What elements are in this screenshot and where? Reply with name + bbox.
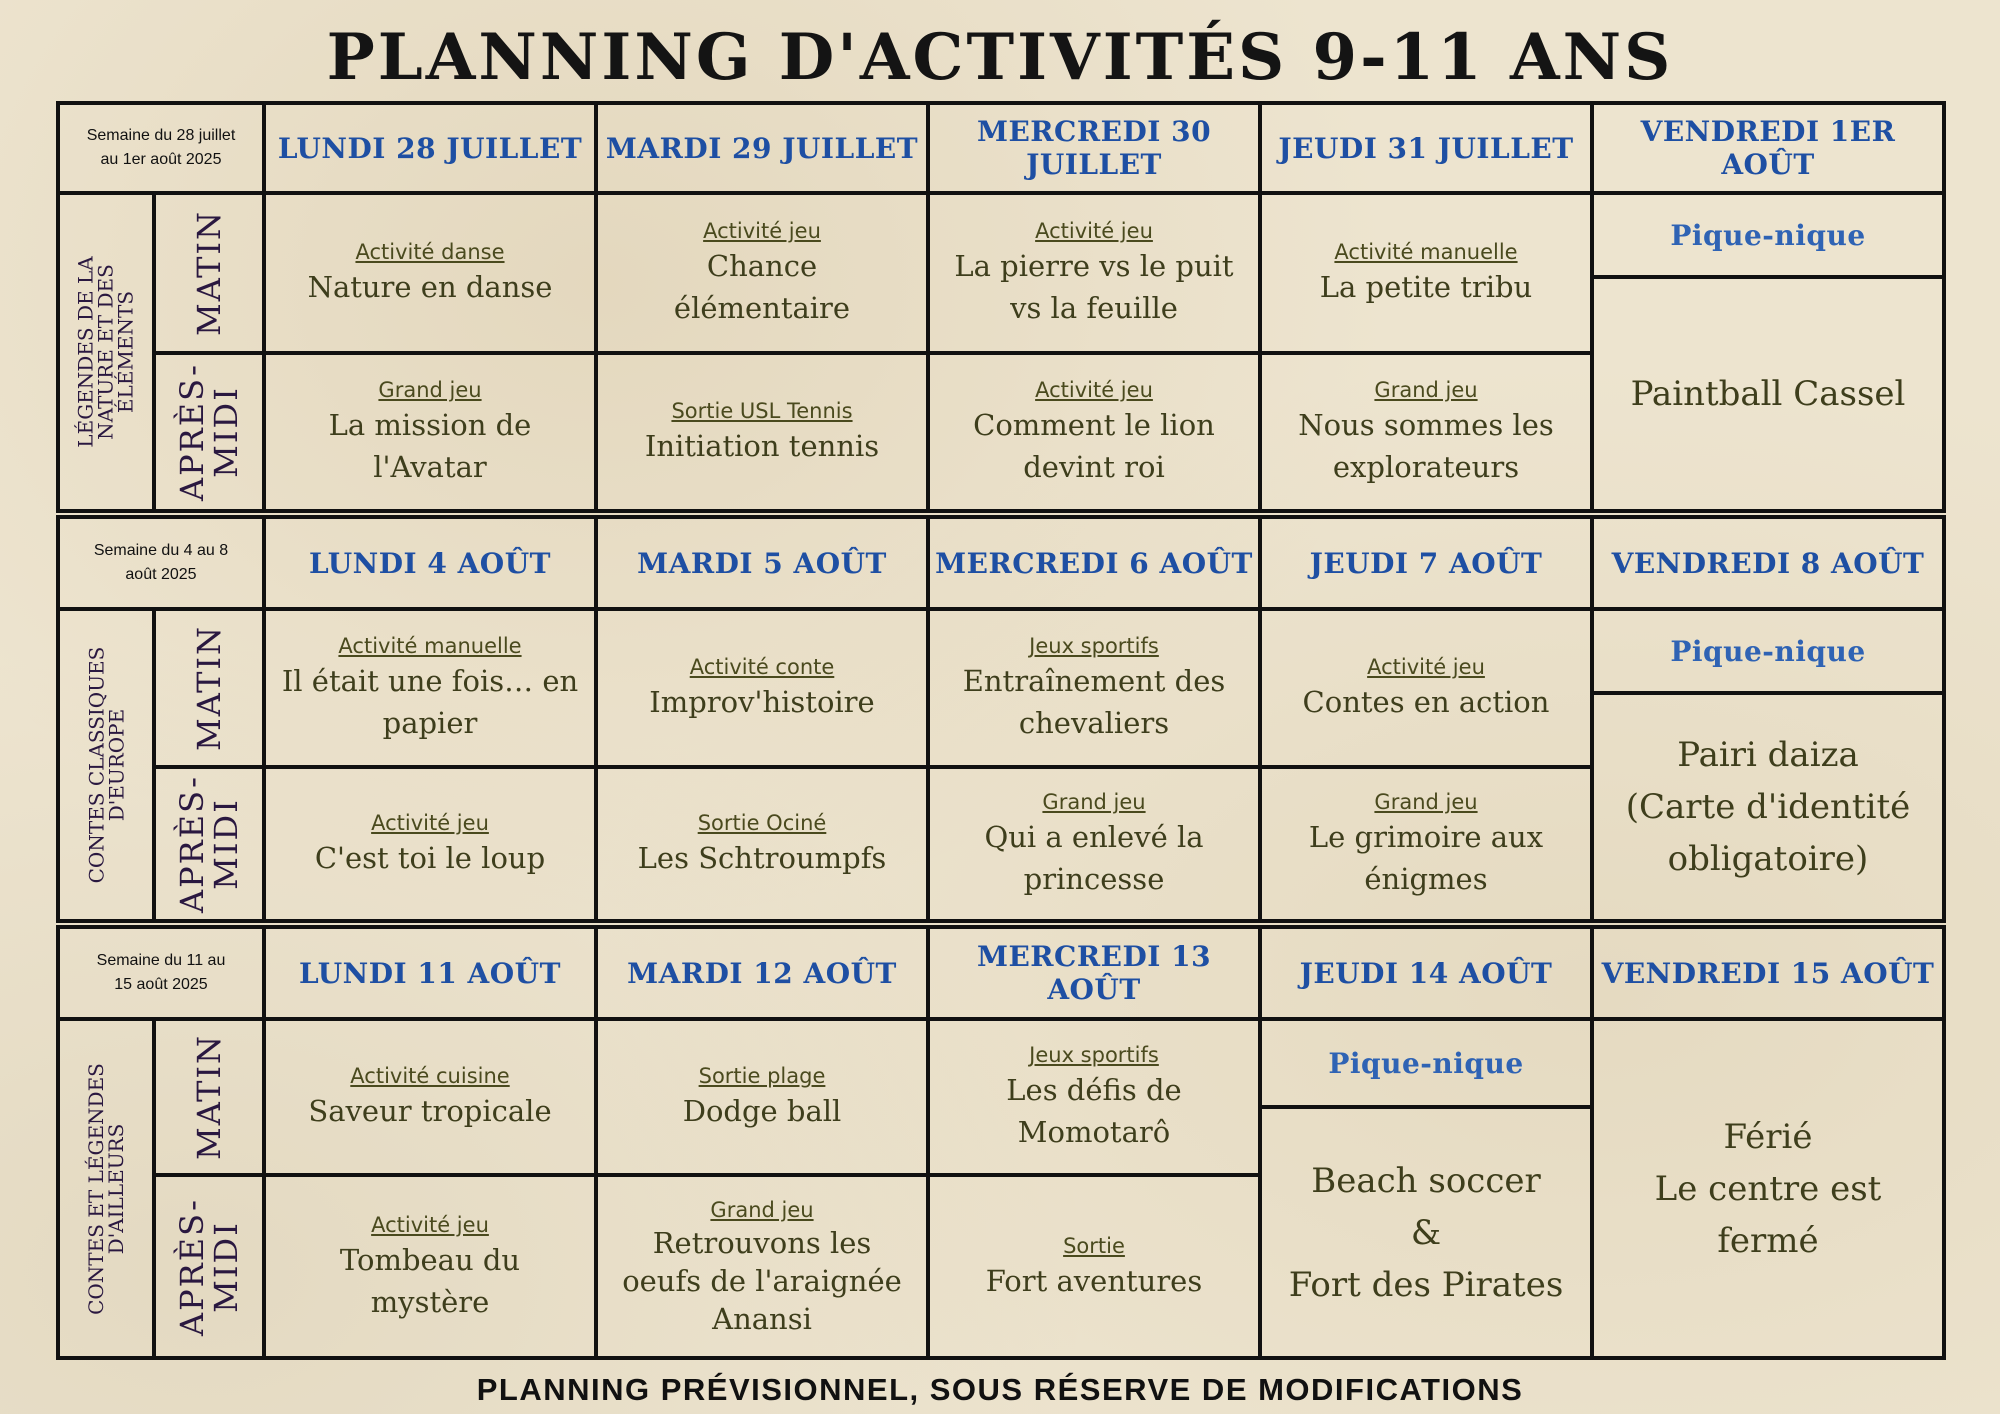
activity-cell	[1258, 765, 1594, 923]
day-header	[594, 925, 930, 1021]
activity-cell	[594, 191, 930, 355]
day-header	[262, 925, 598, 1021]
outing-cell	[1258, 1105, 1594, 1360]
week-label-line: Semaine du 11 au	[96, 952, 226, 969]
day-label: LUNDI 11 AOÛT	[299, 956, 561, 990]
period-label: MIDI	[207, 798, 245, 890]
day-label: VENDREDI 8 AOÛT	[1611, 546, 1925, 580]
activity-category: Activité jeu	[1035, 219, 1153, 243]
picnic-label: Pique-nique	[1670, 218, 1866, 252]
picnic-cell	[1590, 191, 1946, 279]
period-matin	[152, 1017, 266, 1177]
period-label: APRÈS-	[173, 1197, 211, 1336]
week-label-line: Semaine du 4 au 8	[93, 542, 229, 559]
period-apres-midi	[152, 351, 266, 513]
activity-title: Chance élémentaire	[673, 249, 851, 325]
day-label: VENDREDI 1ER AOÛT	[1640, 115, 1896, 181]
day-label: JEUDI 31 JUILLET	[1278, 131, 1574, 165]
day-label: LUNDI 28 JUILLET	[277, 131, 583, 165]
activity-cell	[926, 1173, 1262, 1360]
holiday-line: fermé	[1717, 1220, 1819, 1261]
activity-cell	[262, 1173, 598, 1360]
day-label: MARDI 29 JUILLET	[605, 131, 919, 165]
activity-category: Jeux sportifs	[1029, 634, 1159, 658]
outing-line: obligatoire)	[1667, 839, 1869, 879]
day-header	[594, 101, 930, 195]
activity-title: C'est toi le loup	[314, 841, 546, 875]
activity-category: Activité jeu	[371, 1212, 489, 1237]
activity-category: Activité conte	[689, 655, 835, 679]
activity-title: Qui a enlevé la princesse	[984, 820, 1204, 896]
activity-cell	[1258, 607, 1594, 769]
theme-line: D'EUROPE	[104, 708, 129, 822]
footer-note: PLANNING PRÉVISIONNEL, SOUS RÉSERVE DE MODIFICATIONS	[476, 1372, 1524, 1407]
week-label-line: août 2025	[125, 566, 197, 583]
day-label: MARDI 5 AOÛT	[637, 546, 887, 580]
holiday-line: Férié	[1723, 1116, 1813, 1157]
period-apres-midi	[152, 1173, 266, 1360]
activity-title: Il était une fois… en papier	[281, 664, 579, 740]
period-label: MIDI	[207, 386, 245, 478]
activity-cell	[262, 191, 598, 355]
day-label: LUNDI 4 AOÛT	[309, 546, 551, 580]
period-matin	[152, 191, 266, 355]
week-label-line: au 1er août 2025	[100, 151, 222, 168]
activity-title: La mission de l'Avatar	[328, 408, 532, 484]
activity-title: Nature en danse	[307, 270, 553, 304]
activity-title: Contes en action	[1302, 685, 1550, 719]
week-theme	[56, 191, 156, 513]
outing-line: (Carte d'identité	[1625, 787, 1911, 827]
picnic-cell	[1258, 1017, 1594, 1109]
activity-category: Activité danse	[355, 240, 505, 264]
activity-category: Activité jeu	[703, 219, 821, 243]
activity-category: Grand jeu	[1042, 790, 1146, 814]
outing-line: Fort des Pirates	[1288, 1264, 1564, 1305]
activity-title: Saveur tropicale	[308, 1094, 552, 1128]
day-label: JEUDI 14 AOÛT	[1299, 956, 1553, 990]
theme-line: LÉGENDES DE LA	[74, 256, 98, 448]
day-header	[1590, 925, 1946, 1021]
day-header	[1258, 925, 1594, 1021]
day-header	[1258, 515, 1594, 611]
outing-line: &	[1410, 1212, 1442, 1253]
outing-line: Pairi daiza	[1677, 735, 1859, 775]
activity-cell	[262, 765, 598, 923]
activity-category: Activité manuelle	[1334, 240, 1518, 264]
period-label: MATIN	[190, 624, 229, 752]
picnic-cell	[1590, 607, 1946, 695]
day-header	[1590, 101, 1946, 195]
day-header	[926, 515, 1262, 611]
theme-line: D'AILLEURS	[104, 1123, 129, 1254]
activity-cell	[594, 1017, 930, 1177]
outing-title: Paintball Cassel	[1630, 374, 1906, 414]
activity-category: Grand jeu	[1374, 378, 1478, 402]
outing-line: Beach soccer	[1311, 1160, 1541, 1201]
activity-cell	[262, 607, 598, 769]
activity-title: Dodge ball	[682, 1094, 842, 1128]
period-label: APRÈS-	[173, 775, 211, 913]
week-theme	[56, 1017, 156, 1360]
period-label: MIDI	[207, 1220, 245, 1313]
picnic-label: Pique-nique	[1328, 1046, 1524, 1080]
activity-category: Jeux sportifs	[1029, 1043, 1159, 1067]
activity-cell	[926, 351, 1262, 513]
activity-title: Le grimoire aux énigmes	[1308, 820, 1544, 896]
week-label-line: Semaine du 28 juillet	[86, 127, 236, 144]
week-theme	[56, 607, 156, 923]
activity-cell	[1258, 351, 1594, 513]
activity-category: Activité jeu	[371, 811, 489, 835]
activity-title: Les défis de Momotarô	[1006, 1073, 1182, 1149]
activity-title: Retrouvons les oeufs de l'araignée Anansi	[622, 1225, 902, 1336]
day-label: MERCREDI 13 AOÛT	[976, 940, 1212, 1006]
day-label: MARDI 12 AOÛT	[627, 956, 897, 990]
day-header	[926, 101, 1262, 195]
theme-line: NATURE ET DES	[94, 264, 118, 440]
day-label: MERCREDI 6 AOÛT	[935, 546, 1253, 580]
activity-category: Activité jeu	[1035, 378, 1153, 402]
activity-category: Activité cuisine	[350, 1064, 510, 1088]
activity-title: Tombeau du mystère	[339, 1242, 521, 1319]
activity-cell	[594, 607, 930, 769]
activity-category: Sortie USL Tennis	[671, 399, 853, 423]
activity-title: Entraînement des chevaliers	[962, 664, 1226, 740]
activity-cell	[926, 607, 1262, 769]
period-label: MATIN	[190, 1033, 229, 1161]
activity-category: Sortie plage	[698, 1064, 826, 1088]
period-label: MATIN	[190, 209, 229, 337]
week-label-line: 15 août 2025	[114, 976, 208, 993]
activity-cell	[926, 765, 1262, 923]
holiday-cell	[1590, 1017, 1946, 1360]
day-header	[262, 101, 598, 195]
theme-line: CONTES ET LÉGENDES	[84, 1062, 109, 1315]
day-header	[262, 515, 598, 611]
period-matin	[152, 607, 266, 769]
activity-cell	[594, 1173, 930, 1360]
day-header	[1258, 101, 1594, 195]
activity-cell	[926, 1017, 1262, 1177]
theme-line: CONTES CLASSIQUES	[84, 646, 109, 884]
page-title: PLANNING D'ACTIVITÉS 9-11 ANS	[326, 20, 1674, 95]
week-label	[56, 925, 266, 1021]
activity-category: Sortie	[1063, 1233, 1125, 1258]
activity-cell	[262, 351, 598, 513]
picnic-label: Pique-nique	[1670, 634, 1866, 668]
activity-title: Les Schtroumpfs	[637, 841, 887, 875]
day-header	[926, 925, 1262, 1021]
activity-title: Comment le lion devint roi	[973, 408, 1215, 484]
activity-title: Nous sommes les explorateurs	[1298, 408, 1554, 484]
outing-cell	[1590, 691, 1946, 923]
activity-cell	[926, 191, 1262, 355]
day-label: JEUDI 7 AOÛT	[1309, 546, 1543, 580]
activity-cell	[262, 1017, 598, 1177]
activity-category: Grand jeu	[378, 378, 482, 402]
activity-cell	[1258, 191, 1594, 355]
activity-category: Activité jeu	[1367, 655, 1485, 679]
day-label: VENDREDI 15 AOÛT	[1601, 956, 1935, 990]
activity-cell	[594, 351, 930, 513]
period-apres-midi	[152, 765, 266, 923]
activity-title: Improv'histoire	[649, 685, 875, 719]
activity-category: Sortie Ociné	[697, 811, 827, 835]
week-label	[56, 101, 266, 195]
activity-title: La pierre vs le puit vs la feuille	[954, 249, 1234, 325]
day-header	[594, 515, 930, 611]
activity-title: Fort aventures	[985, 1263, 1203, 1298]
outing-cell	[1590, 275, 1946, 513]
activity-category: Activité manuelle	[338, 634, 522, 658]
activity-category: Grand jeu	[1374, 790, 1478, 814]
period-label: APRÈS-	[173, 363, 211, 501]
activity-title: La petite tribu	[1319, 270, 1533, 304]
activity-cell	[594, 765, 930, 923]
activity-title: Initiation tennis	[644, 429, 880, 463]
day-header	[1590, 515, 1946, 611]
week-label	[56, 515, 266, 611]
day-label: MERCREDI 30 JUILLET	[976, 115, 1212, 181]
holiday-line: Le centre est	[1654, 1168, 1882, 1209]
theme-line: ÉLÉMENTS	[114, 290, 138, 414]
activity-category: Grand jeu	[710, 1197, 814, 1222]
